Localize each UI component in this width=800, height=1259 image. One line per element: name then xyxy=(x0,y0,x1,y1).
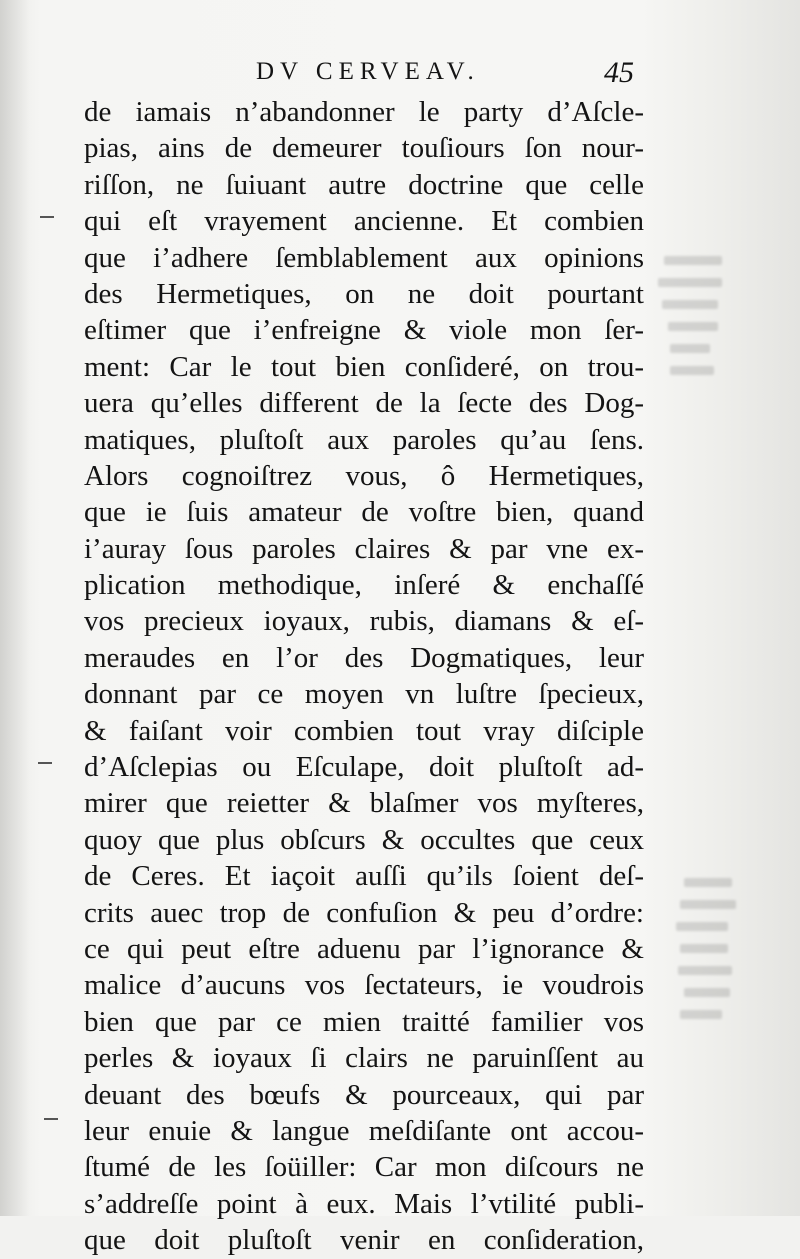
bleed-mark xyxy=(658,278,722,287)
page-number: 45 xyxy=(604,56,634,89)
text-line: que ie ſuis amateur de voſtre bien, quand xyxy=(84,496,644,529)
bleed-mark xyxy=(684,878,732,887)
text-line: qui eſt vrayement ancienne. Et combien xyxy=(84,205,644,238)
text-line: plication methodique, inſeré & enchaſſé xyxy=(84,569,644,602)
running-head-title: DV CERVEAV. xyxy=(256,58,480,85)
text-line: ſtumé de les ſoüiller: Car mon diſcours ne xyxy=(84,1151,644,1184)
bleed-mark xyxy=(676,922,728,931)
bleed-mark xyxy=(678,966,732,975)
bleed-through-marginalia xyxy=(650,240,800,1140)
text-line: ment: Car le tout bien conſideré, on trou- xyxy=(84,350,644,383)
text-line: perles & ioyaux ſi clairs ne paruinſſent au xyxy=(84,1042,644,1075)
bleed-mark xyxy=(684,988,730,997)
text-line: i’auray ſous paroles claires & par vne ex- xyxy=(84,532,644,565)
text-line: meraudes en l’or des Dogmatiques, leur xyxy=(84,641,644,674)
bleed-mark xyxy=(680,900,736,909)
text-line: & faiſant voir combien tout vray diſciple xyxy=(84,714,644,747)
text-line: Alors cognoiſtrez vous, ô Hermetiques, xyxy=(84,459,644,492)
text-line: matiques, pluſtoſt aux paroles qu’au ſens. xyxy=(84,423,644,456)
bleed-mark xyxy=(670,366,714,375)
text-line: eſtimer que i’enfreigne & viole mon ſer- xyxy=(84,314,644,347)
spine-shadow xyxy=(0,0,30,1216)
text-line: bien que par ce mien traitté familier vos xyxy=(84,1005,644,1038)
text-line: que doit pluſtoſt venir en conſideration, xyxy=(84,1224,644,1257)
text-line: mirer que reietter & blaſmer vos myſteres, xyxy=(84,787,644,820)
text-line: crits auec trop de confuſion & peu d’ordre: xyxy=(84,896,644,929)
text-line: de Ceres. Et iaçoit auſſi qu’ils ſoient deſ- xyxy=(84,860,644,893)
bleed-mark xyxy=(668,322,718,331)
text-line: donnant par ce moyen vn luſtre ſpecieux, xyxy=(84,678,644,711)
text-line: ce qui peut eſtre aduenu par l’ignorance & xyxy=(84,932,644,965)
text-line: malice d’aucuns vos ſectateurs, ie voudrois xyxy=(84,969,644,1002)
bleed-mark xyxy=(680,1010,722,1019)
text-line: pias, ains de demeurer touſiours ſon nour- xyxy=(84,132,644,165)
text-line: riſſon, ne ſuiuant autre doctrine que celle xyxy=(84,168,644,201)
text-line: quoy que plus obſcurs & occultes que ceux xyxy=(84,823,644,856)
stray-mark xyxy=(40,216,54,218)
text-line: leur enuie & langue meſdiſante ont accou- xyxy=(84,1114,644,1147)
stray-mark xyxy=(44,1118,58,1120)
bleed-mark xyxy=(670,344,710,353)
running-head xyxy=(0,58,800,98)
bleed-mark xyxy=(680,944,728,953)
body-text xyxy=(84,94,644,1259)
text-line: que i’adhere ſemblablement aux opinions xyxy=(84,241,644,274)
text-line: s’addreſſe point à eux. Mais l’vtilité publi- xyxy=(84,1187,644,1220)
text-line: d’Aſclepias ou Eſculape, doit pluſtoſt ad- xyxy=(84,751,644,784)
text-line: vos precieux ioyaux, rubis, diamans & eſ- xyxy=(84,605,644,638)
stray-mark xyxy=(38,762,52,764)
text-line: de iamais n’abandonner le party d’Aſcle- xyxy=(84,96,644,128)
text-line: des Hermetiques, on ne doit pourtant xyxy=(84,277,644,310)
bleed-mark xyxy=(664,256,722,265)
text-line: uera qu’elles different de la ſecte des Dog- xyxy=(84,387,644,420)
bleed-mark xyxy=(662,300,718,309)
text-line: deuant des bœufs & pourceaux, qui par xyxy=(84,1078,644,1111)
